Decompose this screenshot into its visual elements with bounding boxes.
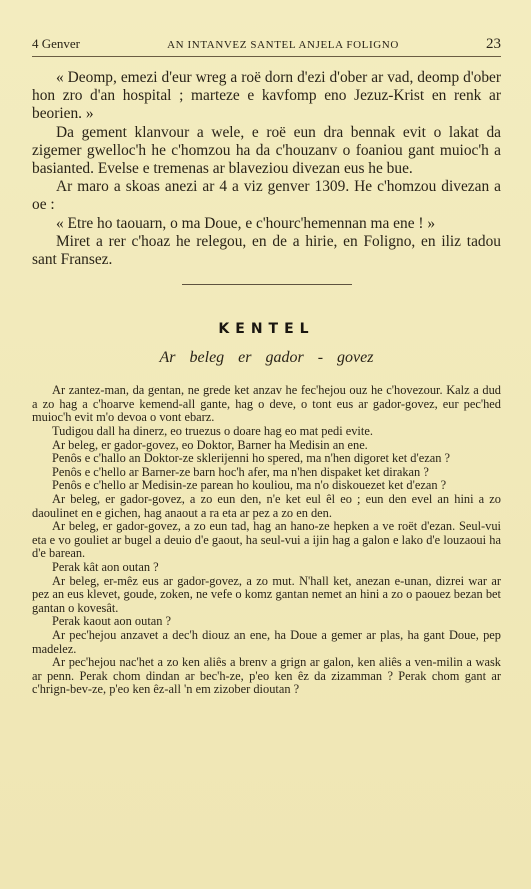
lesson-text <box>32 384 501 697</box>
lesson-paragraph: Penôs e c'hallo an Doktor-ze sklerijenni ho spered, ma n'hen digoret ket d'ezan ? <box>52 451 450 466</box>
running-header <box>32 36 501 57</box>
lesson-paragraph: Ar zantez-man, da gentan, ne grede ket anzav he fec'hejou ouz he c'hovezour. Kalz a dud a zo hag a c'hoarve kemend-all gante, hag o deve, o tont eus ar gador-govez, eur pec'hed muioc'h evit m'o devoa o vont ebarz. <box>32 383 501 425</box>
page-number: 23 <box>485 36 501 52</box>
lesson-paragraph: Perak kât aon outan ? <box>52 559 159 574</box>
lesson-paragraph: Ar pec'hejou nac'het a zo ken aliês a brenv a grign ar galon, ken aliês a ven-milin a wask ar penn. Perak chom dindan ar bec'h-ze, p'eo ken êz da zizamman ? Perak chom gant ar c'hrign-bev-ze, p'eo ken êz-all 'n em zizober dioutan ? <box>32 655 501 697</box>
lesson-paragraph: Ar beleg, er-mêz eus ar gador-govez, a zo mut. N'hall ket, anezan e-unan, dizrei war ar pez an eus klevet, goude, zoken, ne vefe o komz gantan nemet an hini a zo o paouez bezan bet gantan o kovesât. <box>32 573 501 615</box>
paragraph: Miret a rer c'hoaz he relegou, en de a hirie, en Foligno, en iliz tadou sant Fransez. <box>32 232 501 269</box>
section-title: KENTEL <box>218 321 315 338</box>
lesson-paragraph: Tudigou dall ha dinerz, eo truezus o doare hag eo mat pedi evite. <box>52 424 373 439</box>
paragraph: « Deomp, emezi d'eur wreg a roë dorn d'ezi d'ober ar vad, deomp d'ober hon zro d'an hospital ; marteze e kavfomp eno Jezuz-Krist en renk ar beorien. » <box>32 69 501 123</box>
header-date: 4 Genver <box>32 36 81 51</box>
main-text <box>32 69 501 269</box>
lesson-paragraph: Ar pec'hejou anzavet a dec'h diouz an ene, ha Doue a gemer ar plas, ha gant Doue, pep madelez. <box>32 627 501 656</box>
lesson-paragraph: Penôs e c'hello ar Barner-ze barn hoc'h afer, ma n'hen dispaket ket dirakan ? <box>52 464 429 479</box>
section-subtitle: Ar beleg er gador - govez <box>159 349 374 367</box>
lesson-paragraph: Ar beleg, er gador-govez, eo Doktor, Barner ha Medisin an ene. <box>52 437 368 452</box>
lesson-paragraph: Perak kaout aon outan ? <box>52 614 172 629</box>
paragraph: Da gement klanvour a wele, e roë eun dra bennak evit o lakat da zigemer gwelloc'h he c'homzou ha da c'houzanv o foaniou gant muioc'h a basianted. Evelse e tremenas ar blaveziou divezan eus he bue. <box>32 123 501 178</box>
lesson-paragraph: Ar beleg, er gador-govez, a zo eun tad, hag an hano-ze hepken a ve roët d'ezan. Seul-vui eta e vo gouliet ar bugel a deuio d'e gaout, ha seul-vui a ijin hag a galon e lako d'e louzaoui ha d'e barean. <box>32 519 501 561</box>
divider-rule <box>182 284 352 285</box>
header-title: AN INTANVEZ SANTEL ANJELA FOLIGNO <box>167 39 399 51</box>
paragraph: Ar maro a skoas anezi ar 4 a viz genver 1309. He c'homzou divezan a oe : <box>32 178 501 214</box>
lesson-paragraph: Ar beleg, er gador-govez, a zo eun den, n'e ket eul êl eo ; eun den evel an hini a zo daoulinet en e gichen, hag anaout a ra eta ar pez a zo en den. <box>32 491 501 520</box>
lesson-paragraph: Penôs e c'hello ar Medisin-ze parean ho kouliou, ma n'o diskouezet ket d'ezan ? <box>52 478 447 493</box>
paragraph: « Etre ho taouarn, o ma Doue, e c'hourc'hemennan ma ene ! » <box>56 214 436 232</box>
